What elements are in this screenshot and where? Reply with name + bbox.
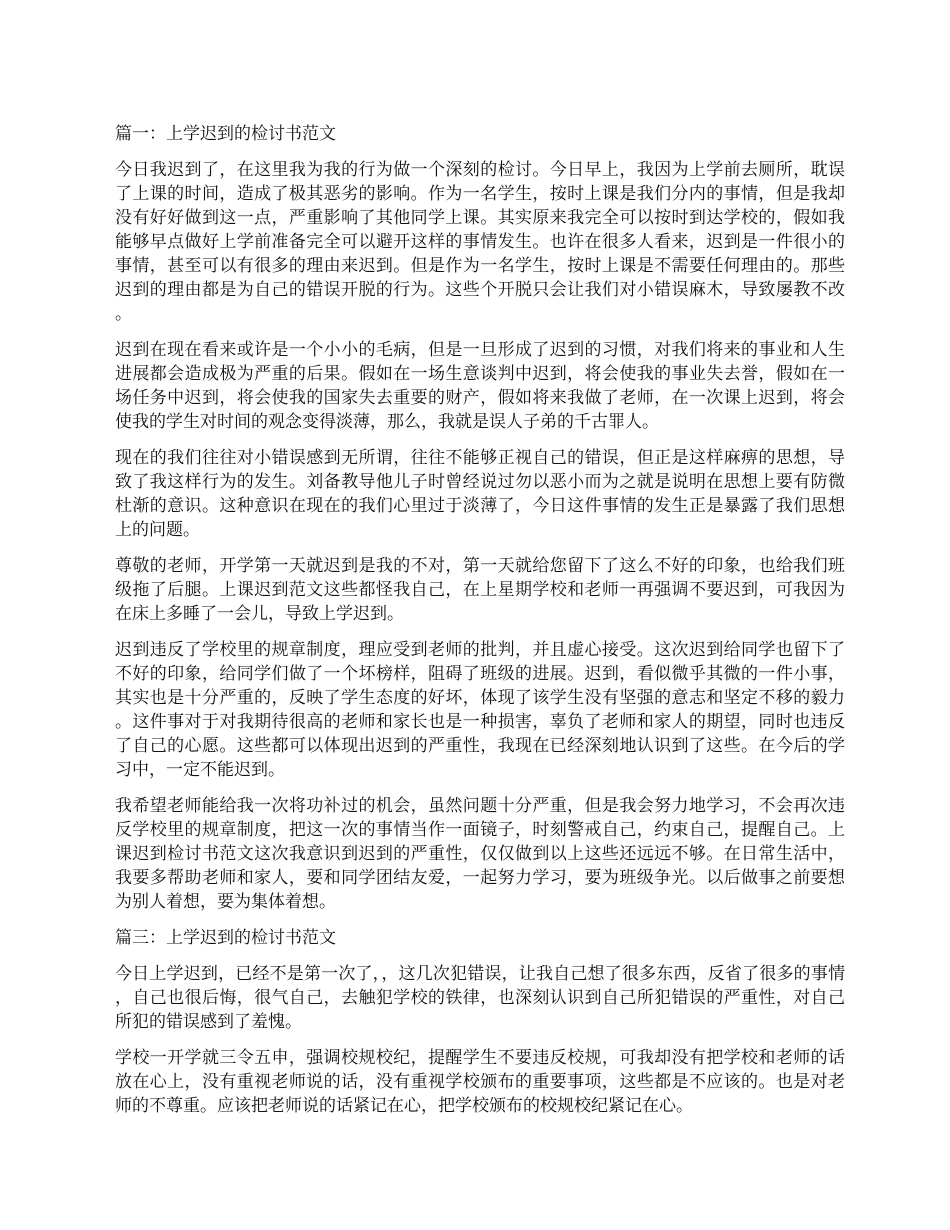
paragraph-3-1: 今日上学迟到，已经不是第一次了，，这几次犯错误，让我自己想了很多东西，反省了很多的事情，自己也很后悔，很气自己，去触犯学校的铁律，也深刻认识到自己所犯错误的严重性，对自己所犯的错误感到了羞愧。 [115, 964, 845, 1032]
paragraph-1-5: 迟到违反了学校里的规章制度，理应受到老师的批判，并且虚心接受。这次迟到给同学也留下了不好的印象，给同学们做了一个坏榜样，阻碍了班级的进展。迟到，看似微乎其微的一件小事，其实也是十分严重的，反映了学生态度的好坏，体现了该学生没有坚强的意志和坚定不移的毅力。这件事对于对我期待很高的老师和家长也是一种损害，辜负了老师和家人的期望，同时也违反了自己的心愿。这些都可以体现出迟到的严重性，我现在已经深刻地认识到了这些。在今后的学习中，一定不能迟到。 [115, 640, 845, 780]
section-title-3: 篇三：上学迟到的检讨书范文 [115, 928, 336, 948]
paragraph-1-6: 我希望老师能给我一次将功补过的机会，虽然问题十分严重，但是我会努力地学习，不会再次违反学校里的规章制度，把这一次的事情当作一面镜子，时刻警戒自己，约束自己，提醒自己。上课迟到检讨书范文这次我意识到迟到的严重性，仅仅做到以上这些还远远不够。在日常生活中，我要多帮助老师和家人，要和同学团结友爱，一起努力学习，要为班级争光。以后做事之前要想为别人着想，要为集体着想。 [115, 796, 845, 912]
section-title-1: 篇一：上学迟到的检讨书范文 [115, 124, 336, 144]
document-body [115, 122, 845, 1130]
paragraph-1-1: 今日我迟到了，在这里我为我的行为做一个深刻的检讨。今日早上，我因为上学前去厕所，耽误了上课的时间，造成了极其恶劣的影响。作为一名学生，按时上课是我们分内的事情，但是我却没有好好做到这一点，严重影响了其他同学上课。其实原来我完全可以按时到达学校的，假如我能够早点做好上学前准备完全可以避开这样的事情发生。也许在很多人看来，迟到是一件很小的事情，甚至可以有很多的理由来迟到。但是作为一名学生，按时上课是不需要任何理由的。那些迟到的理由都是为自己的错误开脱的行为。这些个开脱只会让我们对小错误麻木，导致屡教不改。 [115, 160, 845, 324]
paragraph-1-2: 迟到在现在看来或许是一个小小的毛病，但是一旦形成了迟到的习惯，对我们将来的事业和人生进展都会造成极为严重的后果。假如在一场生意谈判中迟到，将会使我的事业失去誉，假如在一场任务中迟到，将会使我的国家失去重要的财产，假如将来我做了老师，在一次课上迟到，将会使我的学生对时间的观念变得淡薄，那么，我就是误人子弟的千古罪人。 [115, 340, 845, 432]
paragraph-3-2: 学校一开学就三令五申，强调校规校纪，提醒学生不要违反校规，可我却没有把学校和老师的话放在心上，没有重视老师说的话，没有重视学校颁布的重要事项，这些都是不应该的。也是对老师的不尊重。应该把老师说的话紧记在心，把学校颁布的校规校纪紧记在心。 [115, 1048, 845, 1116]
paragraph-1-3: 现在的我们往往对小错误感到无所谓，往往不能够正视自己的错误，但正是这样麻痹的思想，导致了我这样行为的发生。刘备教导他儿子时曾经说过勿以恶小而为之就是说明在思想上要有防微杜渐的意识。这种意识在现在的我们心里过于淡薄了，今日这件事情的发生正是暴露了我们思想上的问题。 [115, 448, 845, 540]
paragraph-1-4: 尊敬的老师，开学第一天就迟到是我的不对，第一天就给您留下了这么不好的印象，也给我们班级拖了后腿。上课迟到范文这些都怪我自己，在上星期学校和老师一再强调不要迟到，可我因为在床上多睡了一会儿，导致上学迟到。 [115, 556, 845, 624]
